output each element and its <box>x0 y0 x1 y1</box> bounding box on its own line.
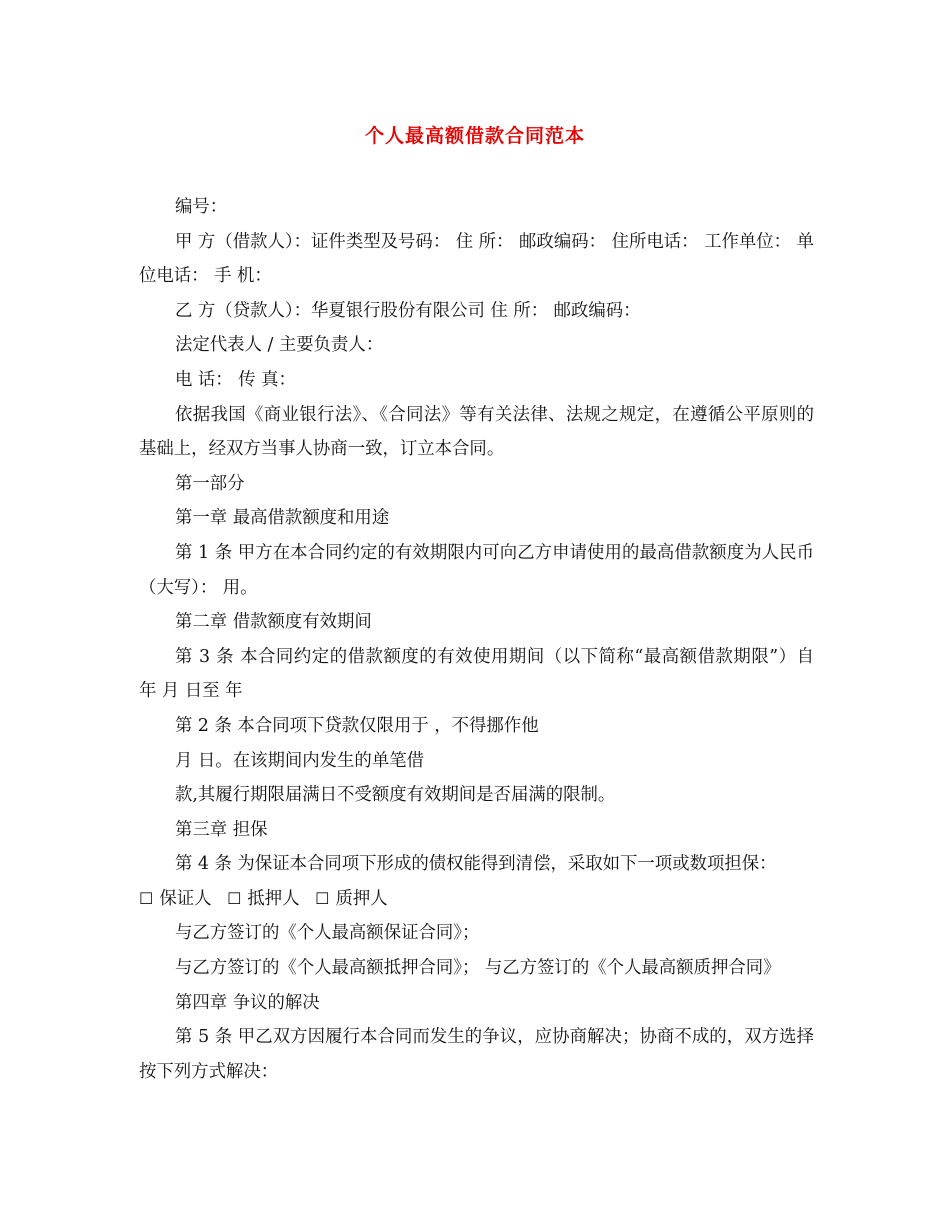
article-3: 第 3 条 本合同约定的借款额度的有效使用期间（以下简称“最高额借款期限”）自 年 月 日至 年 <box>139 646 814 702</box>
paragraph-preamble: 依据我国《商业银行法》、《合同法》等有关法律、法规之规定，在遵循公平原则的基础上，经双方当事人协商一致，订立本合同。 <box>139 404 814 460</box>
heading-chapter-two: 第二章 借款额度有效期间 <box>175 612 372 633</box>
article-2: 第 2 条 本合同项下贷款仅限用于 ，不得挪作他 <box>175 715 539 736</box>
paragraph-legal-representative: 法定代表人 / 主要负责人： <box>175 335 384 356</box>
guarantee-options <box>139 882 814 917</box>
heading-chapter-three: 第三章 担保 <box>175 819 268 840</box>
article-1: 第 1 条 甲方在本合同约定的有效期限内可向乙方申请使用的最高借款额度为人民币（大写）： 用。 <box>139 542 814 598</box>
paragraph-contract-number: 编号： <box>175 197 228 217</box>
paragraph-mortgage-pledge-contracts: 与乙方签订的《个人最高额抵押合同》； 与乙方签订的《个人最高额质押合同》 <box>175 958 781 979</box>
article-fragment-term: 款,其履行期限届满日不受额度有效期间是否届满的限制。 <box>175 785 616 806</box>
heading-chapter-one: 第一章 最高借款额度和用途 <box>175 508 390 529</box>
option-guarantor: 保证人 <box>159 888 212 909</box>
checkbox-icon: ☐ <box>227 888 242 908</box>
article-4: 第 4 条 为保证本合同项下形成的债权能得到清偿，采取如下一项或数项担保： <box>175 854 777 875</box>
heading-chapter-four: 第四章 争议的解决 <box>175 992 320 1013</box>
document-title: 个人最高额借款合同范本 <box>364 125 585 147</box>
heading-part-one: 第一部分 <box>175 473 245 494</box>
option-pledgor: 质押人 <box>335 888 388 909</box>
document-body <box>139 190 814 1089</box>
paragraph-party-b: 乙 方（贷款人）：华夏银行股份有限公司 住 所： 邮政编码： <box>175 300 641 321</box>
paragraph-guarantee-contract: 与乙方签订的《个人最高额保证合同》； <box>175 923 480 944</box>
checkbox-icon: ☐ <box>315 888 330 908</box>
article-5: 第 5 条 甲乙双方因履行本合同而发生的争议，应协商解决；协商不成的，双方选择按下列方式解决： <box>139 1027 814 1082</box>
option-mortgagor: 抵押人 <box>247 888 300 909</box>
article-fragment-date: 月 日。在该期间内发生的单笔借 <box>175 750 424 771</box>
checkbox-icon: ☐ <box>139 888 154 908</box>
paragraph-party-a: 甲 方（借款人）：证件类型及号码： 住 所： 邮政编码： 住所电话： 工作单位： 单位电话： 手 机： <box>139 231 814 287</box>
paragraph-phone-fax: 电 话： 传 真： <box>175 369 296 390</box>
